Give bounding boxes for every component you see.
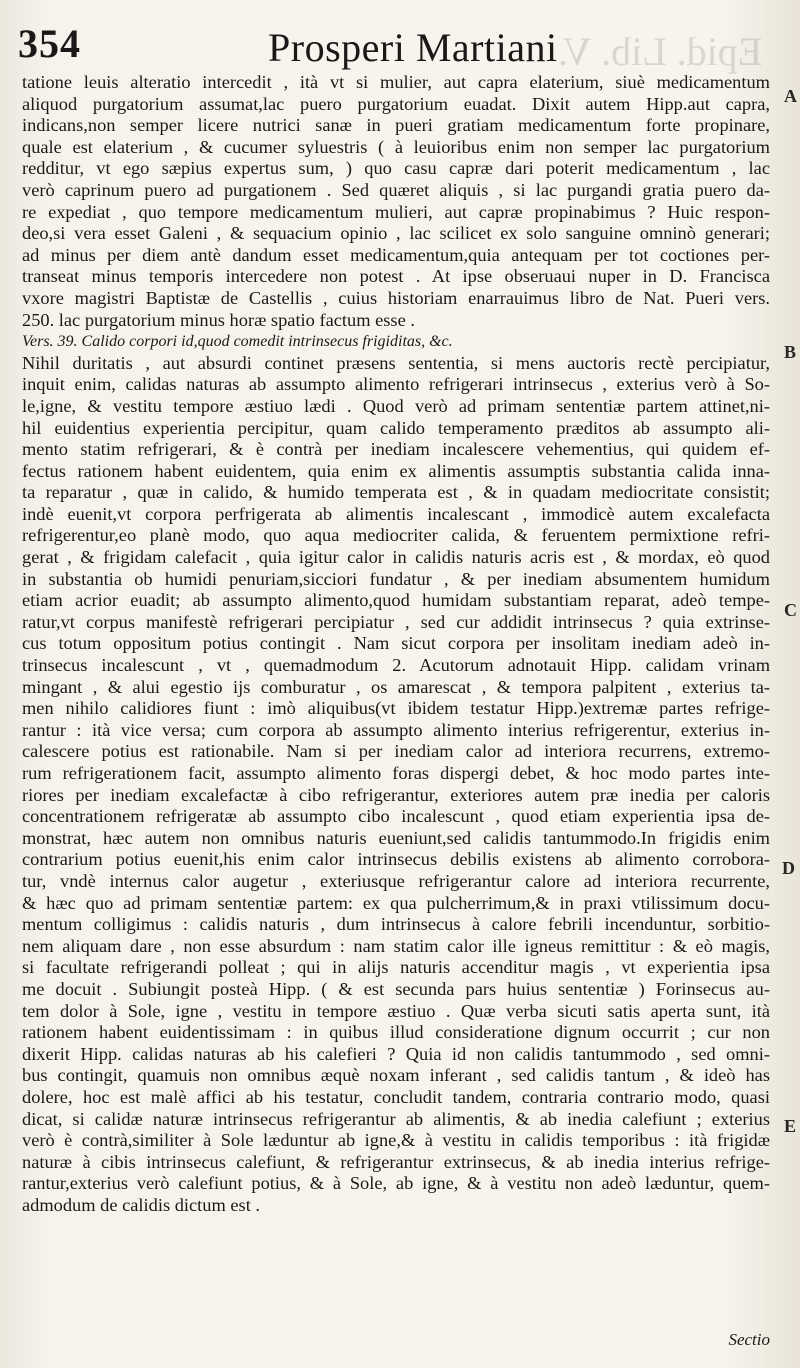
margin-letter-c: C: [784, 600, 797, 620]
margin-letter-e: E: [784, 1116, 797, 1136]
text-line: naturæ à cibis intrinsecus calefiunt, & refrigerantur extrinsecus, & ab inedia interius refrige-: [22, 1151, 770, 1172]
body-text: [22, 72, 770, 1216]
text-line: men nihilo calidiores fiunt : imò aliquibus(vt ibidem testatur Hipp.)extremæ partes refrige-: [22, 698, 770, 719]
text-line: verò caprinum puero ad purgationem . Sed quæret aliquis , si lac purgandi gratia puero da-: [22, 179, 770, 200]
text-line: ratur,vt corpus manifestè refrigerari percipiatur , sed cur addidit intrinsecus ? quia extrinse-: [22, 611, 770, 632]
text-line: & hæc quo ad primam sententiæ partem: ex qua pulcherrimum,& in praxi vtilissimum docu-: [22, 892, 770, 913]
text-line: cus totum oppositum potius contingit . Nam sicut corpora per insolitam inediam adeò in-: [22, 633, 770, 654]
text-line: deo,si vera esset Galeni , & sequacium opinio , lac scilicet ex solo sanguine omninò generari;: [22, 223, 770, 244]
margin-letter-d: D: [782, 858, 795, 878]
text-line: le,igne, & vestitu tempore æstiuo lædi . Quod verò ad primam sententiæ partem attinet,ni-: [22, 395, 770, 416]
text-line: rantur : ità vice versa; cum corpora ab assumpto alimento interius refrigerentur, exterius in-: [22, 719, 770, 740]
text-line: tem dolor à Sole, igne , vestitu in tempore æstiuo . Quæ verba sicuti satis aperta sunt, ità: [22, 1000, 770, 1021]
show-through-text: Epid. Lib. V.: [558, 29, 763, 74]
text-line: monstrat, hæc autem non omnibus naturis eueniunt,sed calidis tantummodo.In frigidis enim: [22, 827, 770, 848]
text-line: in substantia ob humidi penuriam,sicciori fundatur , & per inediam absumentem humidum: [22, 568, 770, 589]
text-line: trinsecus incalescunt , vt , quemadmodum 2. Acutorum adnotauit Hipp. calidam vrinam: [22, 655, 770, 676]
text-line: Nihil duritatis , aut absurdi continet præsens sententia, si mens auctoris rectè percipiatur,: [22, 352, 770, 373]
margin-letter-b: B: [784, 342, 797, 362]
text-line: admodum de calidis dictum est .: [22, 1194, 261, 1215]
text-line: mentum colligimus : calidis naturis , dum intrinsecus à calore febrili incenduntur, sorbitio-: [22, 914, 770, 935]
text-line: contrarium potius euenit,his enim calor intrinsecus debilis existens ab alimento corrobora-: [22, 849, 770, 870]
text-line: mingant , & alui egestio ijs comburatur , os amarescat , & tempora palpitent , exterius ta-: [22, 676, 770, 697]
text-line: quale est elaterium , & cucumer syluestris ( à leuioribus enim non semper lac purgatorium: [22, 136, 770, 157]
running-title: Prosperi Martiani: [268, 25, 558, 70]
text-line: rum refrigerationem facit, assumpto alimento foras dispergi debet, & hoc modo partes inte-: [22, 763, 770, 783]
text-line: tatione leuis alteratio intercedit , ità vt si mulier, aut capra elaterium, siuè medicamentum: [22, 72, 770, 92]
text-line: mento statim refrigerari, & è contrà per inediam incalescere vehementius, qui quidem ef-: [22, 439, 770, 460]
catchword: Sectio: [728, 1330, 770, 1349]
text-line: redditur, vt ego sæpius expertus sum, ) quo casu capræ dari poterit medicamentum , lac: [22, 158, 770, 179]
text-line: dixerit Hipp. calidas naturas ab his calefieri ? Quia id non calidis tantummodo , sed omni-: [22, 1043, 770, 1064]
text-line: concentrationem refrigeratæ ab assumpto cibo incalescunt , quod etiam experientia ipsa de-: [22, 806, 770, 827]
text-line: calescere potius est rationabile. Nam si per inediam calor ad interiora recurrens, extremo-: [22, 741, 770, 762]
text-line: rationem habent euidentissimam : in quibus illud consideratione dignum occurrit ; cur non: [22, 1022, 770, 1043]
text-line: indicans,non semper licere nutrici sanæ in pueri gratiam medicamentum forte propinare,: [22, 115, 770, 136]
text-line: bus contingit, quamuis non omnibus æquè noxam inferant , sed calidis tantum , & ideò has: [22, 1065, 770, 1086]
text-line: me docuit . Subiungit posteà Hipp. ( & est secunda pars huius sententiæ ) Forinsecus au-: [22, 978, 770, 999]
text-line: transeat minus temporis intercedere non potest . At ipse obseruaui nuper in D. Francisca: [22, 266, 770, 287]
text-line: etiam acrior euadit; ab assumpto alimento,quod humidam substantiam reparat, adeò tempe-: [22, 590, 770, 611]
text-line: dolere, hoc est malè affici ab his testatur, concludit tandem, contraria contrario modo, quasi: [22, 1086, 770, 1107]
margin-letter-a: A: [784, 86, 797, 106]
text-line: hil euidentius experientia percipitur, quam calido temperamento præditos ab assumpto ali-: [22, 417, 770, 438]
text-line: fectus rationem habent euidentem, quia enim ex alimentis assumptis substantia calida inna-: [22, 460, 770, 481]
text-line: 250. lac purgatorium minus horæ spatio factum esse .: [22, 309, 415, 330]
text-line: verò è contrà,similiter à Sole læduntur ab igne,& à vestitu in calidis temporibus : ità frigidæ: [22, 1130, 770, 1151]
text-line: re expediat , quo tempore medicamentum mulieri, aut capræ propinabimus ? Huic respon-: [22, 201, 770, 222]
text-line: inquit enim, calidas naturas ab assumpto alimento refrigerari intrinsecus , exterius verò à So-: [22, 374, 770, 395]
text-line: si facultate refrigerandi polleat ; qui in alijs naturis accenditur magis , vt experientia ipsa: [22, 957, 770, 978]
text-line: gerat , & frigidam calefacit , quia igitur calor in calidis naturis acris est , & mordax, eò quod: [22, 547, 770, 568]
text-line: vxore magistri Baptistæ de Castellis , cuius historiam enarrauimus libro de Nat. Pueri vers.: [22, 287, 770, 308]
text-line: aliquod purgatorium assumat,lac puero purgatorium euadat. Dixit autem Hipp.aut capra,: [22, 93, 770, 114]
text-line: dicat, si calidæ naturæ intrinsecus refrigerantur ab alimentis, & ab inedia calefiunt ; exterius: [22, 1108, 770, 1129]
text-line: ad minus per diem antè dandum esset medicamentum,quia antequam per tot coctiones per-: [22, 244, 770, 265]
text-line: ta reparatur , quæ in calido, & humido temperata est , & in quadam mediocritate consistit;: [22, 482, 770, 503]
page-header: [18, 14, 763, 74]
text-line: rantur,exterius verò calefiunt potius, & à Sole, ab igne, & à vestitu non adeò læduntur, quem-: [22, 1173, 770, 1194]
text-line: riores per inediam excalefactæ à cibo refrigerantur, exteriores autem præ inedia per caloris: [22, 784, 770, 805]
text-line: nem aliquam dare , non esse absurdum : nam statim calor ille igneus remittitur : & eò magis,: [22, 935, 770, 956]
text-line: refrigerentur,eo planè modo, quo aqua mediocriter calida, & feruentem permixtione refri-: [22, 525, 770, 546]
text-line: tur, vndè internus calor augetur , exteriusque refrigerantur calore ad interiora recurrente,: [22, 870, 770, 891]
text-line: Vers. 39. Calido corpori id,quod comedit intrinsecus frigiditas, &c.: [22, 333, 453, 351]
page-number: 354: [18, 21, 81, 66]
text-line: indè euenit,vt corpora perfrigerata ab alimentis incalescant , immodicè autem excalefacta: [22, 503, 770, 524]
